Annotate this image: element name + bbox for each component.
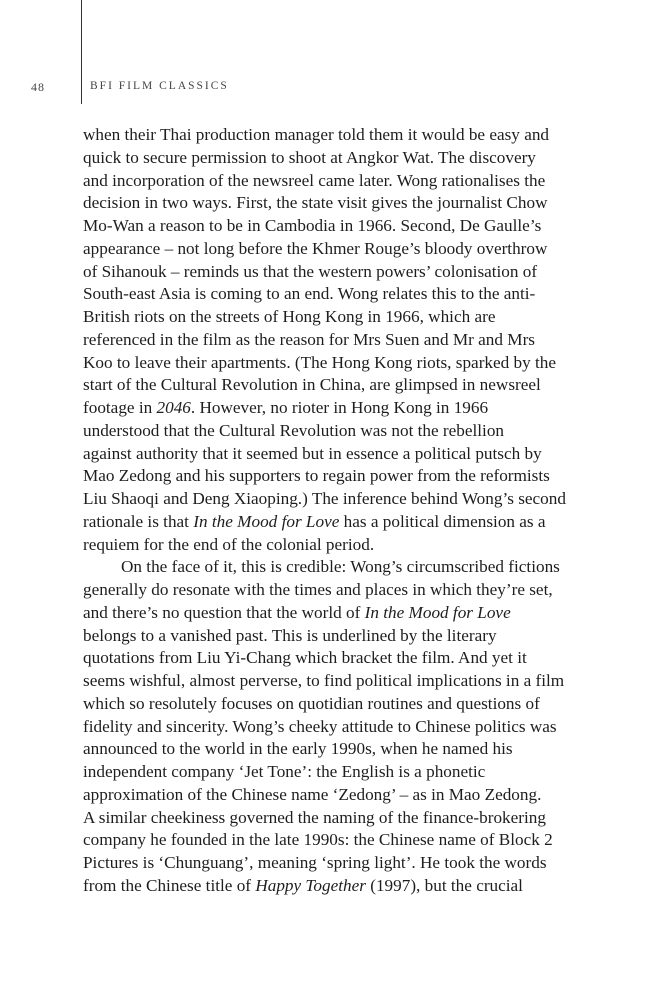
italic-title: 2046: [156, 398, 191, 417]
text-run: of Sihanouk – reminds us that the western powers’ colonisation of: [83, 261, 538, 281]
text-run: A similar cheekiness governed the naming of the finance-brokering: [83, 807, 546, 827]
text-line: [83, 374, 571, 397]
text-line: [83, 261, 571, 284]
text-line: [83, 534, 571, 557]
text-run: independent company ‘Jet Tone’: the English is a phonetic: [83, 762, 486, 781]
text-line: [83, 784, 571, 807]
text-line: [83, 147, 571, 170]
text-run: approximation of the Chinese name ‘Zedong’ – as in Mao Zedong.: [83, 784, 542, 804]
text-run: South-east Asia is coming to an end. Wong relates this to the anti-: [83, 284, 536, 304]
text-run: quotations from Liu Yi-Chang which bracket the film. And yet it: [83, 648, 527, 668]
text-line: [83, 465, 571, 488]
text-run: understood that the Cultural Revolution was not the rebellion: [83, 420, 505, 440]
text-line: [83, 761, 571, 784]
text-line: [83, 443, 571, 466]
text-run: against authority that it seemed but in essence a political putsch by: [83, 443, 542, 463]
text-line: [83, 602, 571, 625]
text-run: British riots on the streets of Hong Kong in 1966, which are: [83, 307, 496, 326]
text-line: [83, 238, 571, 261]
text-line: [83, 488, 571, 511]
text-line: [83, 306, 571, 329]
text-run: seems wishful, almost perverse, to find political implications in a film: [83, 671, 565, 690]
text-run: from the Chinese title of: [83, 875, 256, 895]
text-line: [83, 807, 571, 830]
body-text: [83, 124, 571, 898]
text-run: company he founded in the late 1990s: the Chinese name of Block 2: [83, 830, 553, 850]
text-run: Mao Zedong and his supporters to regain power from the reformists: [83, 466, 550, 486]
text-run: and incorporation of the newsreel came later. Wong rationalises the: [83, 170, 546, 190]
page-number: 48: [31, 80, 45, 94]
text-line: [83, 829, 571, 852]
text-run: requiem for the end of the colonial period.: [83, 534, 375, 554]
text-line: [83, 556, 571, 579]
text-line: [83, 670, 571, 693]
italic-title: In the Mood for Love: [364, 602, 511, 622]
text-line: [83, 397, 571, 420]
italic-title: Happy Together: [255, 875, 366, 895]
italic-title: In the Mood for Love: [193, 511, 340, 531]
text-run: which so resolutely focuses on quotidian routines and questions of: [83, 693, 540, 713]
text-line: [83, 625, 571, 648]
text-line: [83, 329, 571, 352]
text-run: decision in two ways. First, the state visit gives the journalist Chow: [83, 193, 548, 213]
text-run: generally do resonate with the times and places in which they’re set,: [83, 580, 553, 599]
text-run: fidelity and sincerity. Wong’s cheeky attitude to Chinese politics was: [83, 716, 557, 736]
text-line: [83, 875, 571, 898]
text-line: [83, 170, 571, 193]
text-line: [83, 579, 571, 602]
text-run: start of the Cultural Revolution in China, are glimpsed in newsreel: [83, 375, 541, 395]
text-run: Koo to leave their apartments. (The Hong Kong riots, sparked by the: [83, 352, 557, 372]
running-head: BFI FILM CLASSICS: [90, 80, 229, 92]
text-line: [83, 420, 571, 443]
text-line: [83, 647, 571, 670]
text-line: [83, 124, 571, 147]
text-line: [83, 716, 571, 739]
text-run: Liu Shaoqi and Deng Xiaoping.) The inference behind Wong’s second: [83, 489, 566, 508]
text-run: and there’s no question that the world of: [83, 602, 365, 622]
text-line: [83, 283, 571, 306]
text-line: [83, 192, 571, 215]
header-divider: [81, 0, 82, 104]
text-run: belongs to a vanished past. This is underlined by the literary: [83, 625, 497, 645]
text-line: [83, 738, 571, 761]
text-run: On the face of it, this is credible: Wong’s circumscribed fictions: [121, 557, 560, 577]
text-run: . However, no rioter in Hong Kong in 1966: [190, 398, 489, 417]
text-line: [83, 693, 571, 716]
text-run: has a political dimension as a: [339, 511, 546, 531]
text-run: appearance – not long before the Khmer Rouge’s bloody overthrow: [83, 238, 548, 258]
text-line: [83, 852, 571, 875]
text-run: Pictures is ‘Chunguang’, meaning ‘spring light’. He took the words: [83, 853, 547, 872]
text-run: Mo-Wan a reason to be in Cambodia in 1966. Second, De Gaulle’s: [83, 216, 542, 235]
text-run: rationale is that: [83, 511, 194, 531]
text-line: [83, 352, 571, 375]
text-line: [83, 511, 571, 534]
text-run: footage in: [83, 398, 157, 417]
text-run: quick to secure permission to shoot at Angkor Wat. The discovery: [83, 147, 536, 167]
text-line: [83, 215, 571, 238]
text-run: (1997), but the crucial: [365, 875, 523, 895]
text-run: announced to the world in the early 1990s, when he named his: [83, 739, 513, 759]
text-run: when their Thai production manager told them it would be easy and: [83, 125, 550, 144]
text-run: referenced in the film as the reason for Mrs Suen and Mr and Mrs: [83, 329, 535, 349]
